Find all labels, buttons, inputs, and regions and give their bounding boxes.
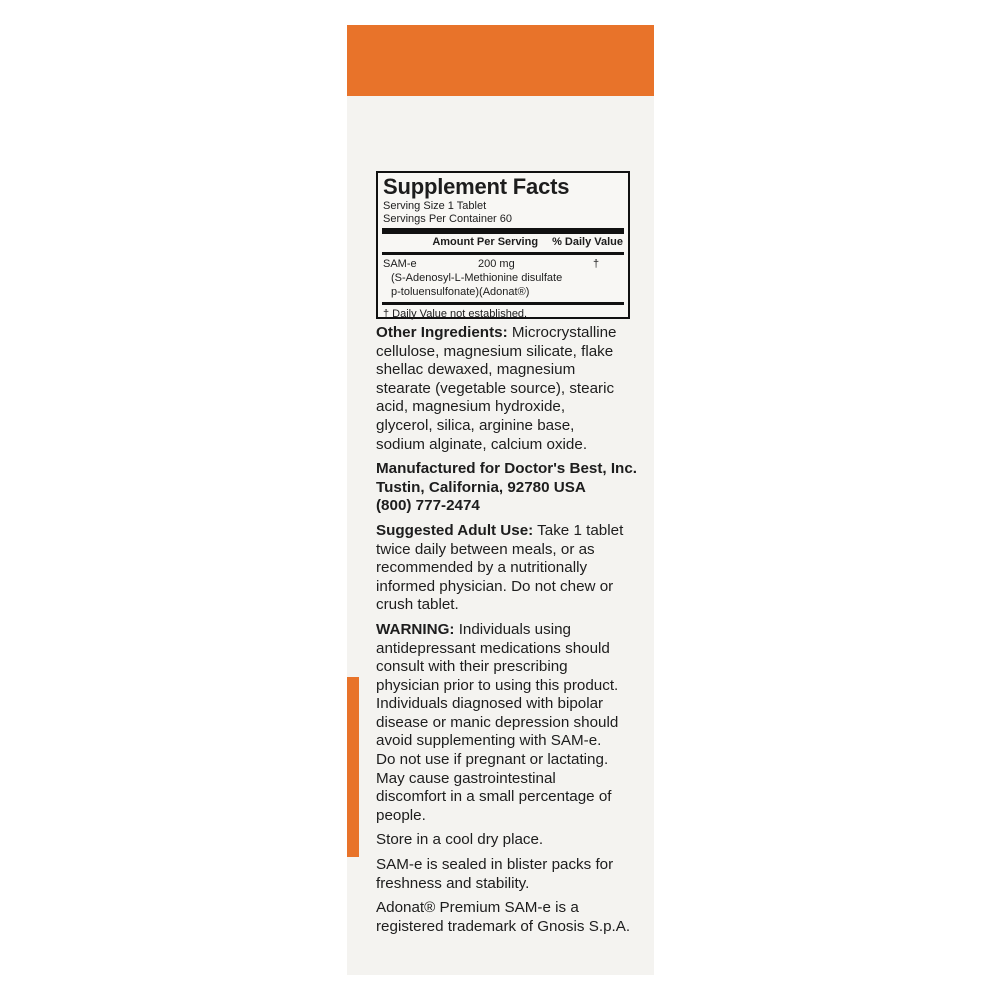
other-ingredients-line: stearate (vegetable source), stearic [376,379,615,397]
warning-line: May cause gastrointestinal [376,769,556,787]
other-ingredients-line: Microcrystalline [507,324,617,341]
other-ingredients-first-line [376,324,640,343]
other-ingredients-line: acid, magnesium hydroxide, [376,398,566,416]
suggested-use-label: Suggested Adult Use: [376,521,534,539]
warning-line: Individuals using [454,620,571,638]
storage-line: Store in a cool dry place. [376,831,544,849]
nutrient-description-line: (S-Adenosyl-L-Methionine disulfate [391,272,563,284]
warning-label: WARNING: [376,620,455,638]
trademark-line: Adonat® Premium SAM-e is a [376,899,579,917]
warning-line: consult with their prescribing [376,658,568,676]
label-text-column [376,324,640,942]
nutrient-name: SAM-e [383,258,417,270]
trademark-line: registered trademark of Gnosis S.p.A. [376,917,631,935]
other-ingredients-line: glycerol, silica, arginine base, [376,416,575,434]
warning-line: antidepressant medications should [376,639,610,657]
orange-top-band [347,25,654,96]
daily-value-header: % Daily Value [552,236,623,248]
supplement-facts-title: Supplement Facts [383,174,570,199]
warning-line: physician prior to using this product. [376,676,619,694]
warning-line: avoid supplementing with SAM-e. [376,732,602,750]
facts-header-row [383,236,623,249]
suggested-use [376,522,640,615]
other-ingredients-line: cellulose, magnesium silicate, flake [376,342,614,360]
blister-line: freshness and stability. [376,874,530,892]
facts-divider [382,252,624,255]
daily-value-footnote: † Daily Value not established. [383,308,528,320]
warning-line: people. [376,806,426,824]
warning-line: disease or manic depression should [376,713,619,731]
nutrient-amount: 200 mg [478,258,515,270]
warning-line: Do not use if pregnant or lactating. [376,751,609,769]
nutrient-description-line: p-toluensulfonate)(Adonat®) [391,286,530,298]
facts-divider-bottom [382,302,624,305]
other-ingredients-line: sodium alginate, calcium oxide. [376,435,588,453]
suggested-use-line: informed physician. Do not chew or [376,577,614,595]
suggested-use-line: recommended by a nutritionally [376,559,588,577]
amount-per-serving-header: Amount Per Serving [432,236,539,248]
orange-side-stripe [347,677,359,857]
storage-instructions [376,831,640,850]
suggested-use-first-line [376,522,640,541]
facts-row [383,258,623,271]
warning-line: Individuals diagnosed with bipolar [376,695,604,713]
nutrient-daily-value: † [593,258,600,270]
suggested-use-line: crush tablet. [376,596,459,614]
other-ingredients-line: shellac dewaxed, magnesium [376,361,576,379]
warning-line: discomfort in a small percentage of [376,788,612,806]
manufacturer-address: Tustin, California, 92780 USA [376,478,586,496]
manufacturer-phone: (800) 777-2474 [376,497,480,515]
blister-line: SAM-e is sealed in blister packs for [376,856,614,874]
manufacturer-info [376,460,640,516]
suggested-use-line: Take 1 tablet [533,521,624,539]
trademark-note [376,899,640,936]
other-ingredients-label: Other Ingredients: [376,324,508,341]
servings-per-container: Servings Per Container 60 [383,213,513,225]
facts-divider-thick [382,228,624,234]
manufacturer-name: Manufactured for Doctor's Best, Inc. [376,460,637,478]
warning [376,621,640,826]
warning-first-line [376,621,640,640]
suggested-use-line: twice daily between meals, or as [376,540,595,558]
serving-size: Serving Size 1 Tablet [383,200,487,212]
other-ingredients [376,324,640,454]
blister-note [376,856,640,893]
supplement-facts-panel [376,171,630,319]
